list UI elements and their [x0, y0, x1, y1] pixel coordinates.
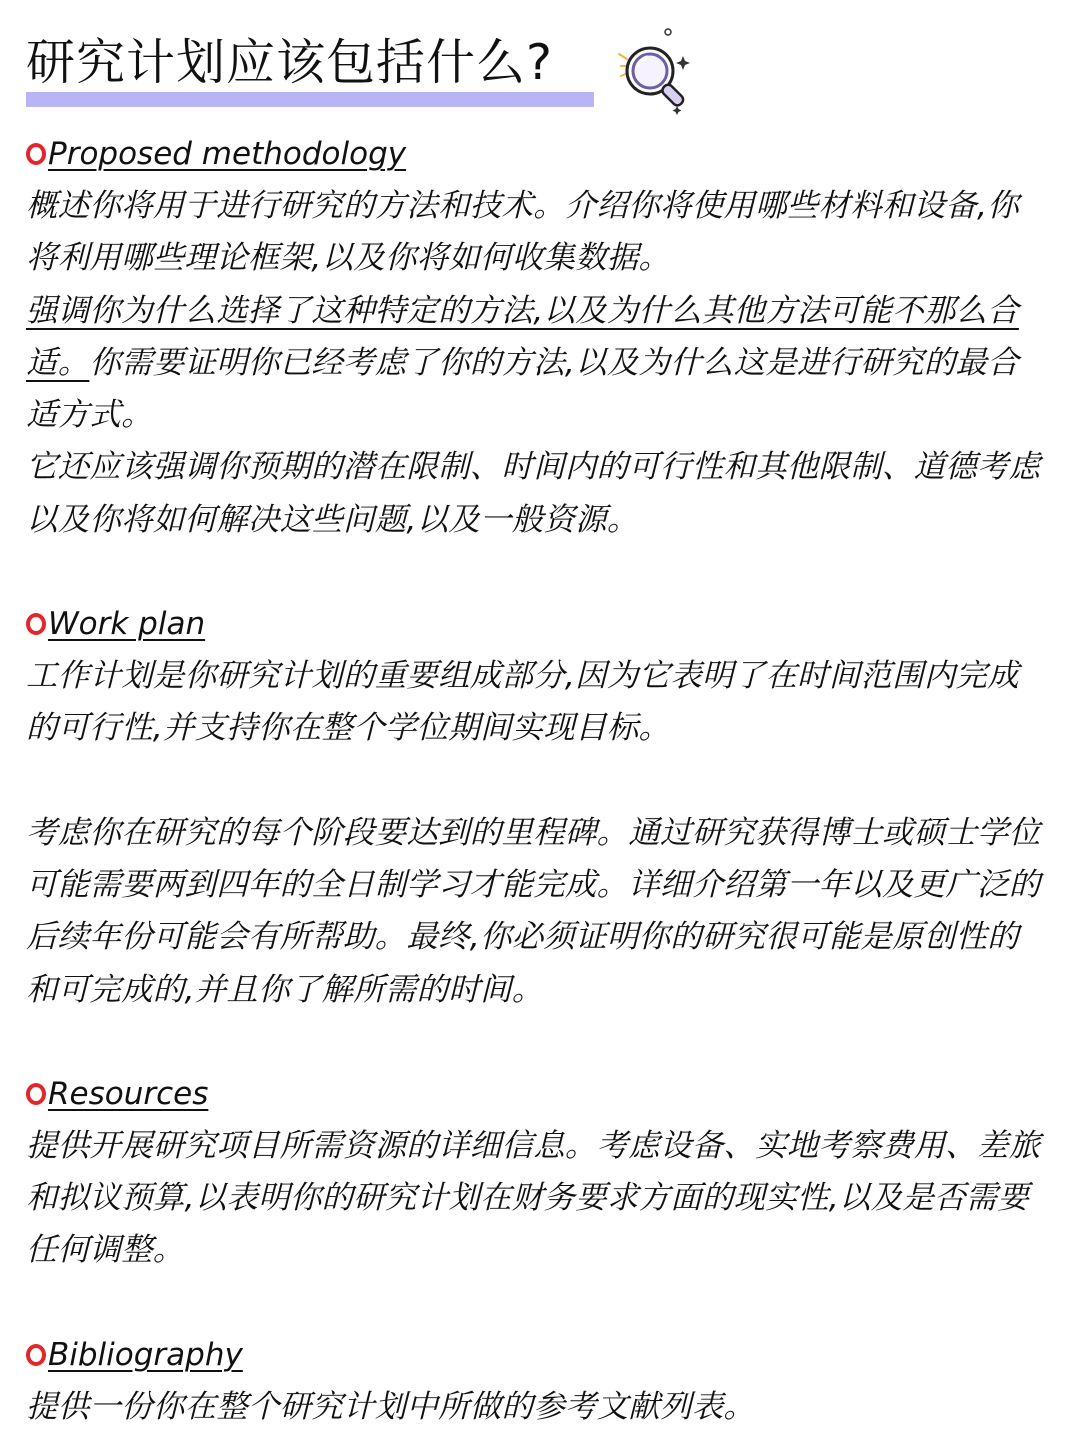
paragraph: 它还应该强调你预期的潜在限制、时间内的可行性和其他限制、道德考虑以及你将如何解决这些问题,以及一般资源。 [26, 449, 1041, 538]
paragraph: 考虑你在研究的每个阶段要达到的里程碑。通过研究获得博士或硕士学位可能需要两到四年的全日制学习才能完成。详细介绍第一年以及更广泛的后续年份可能会有所帮助。最终,你必须证明你的研究很可能是原创性的和可完成的,并且你了解所需的时间。 [26, 814, 1041, 1008]
heading-text: Work plan [48, 606, 206, 643]
section-heading [26, 1068, 1050, 1120]
section-proposed-methodology [26, 128, 1050, 546]
heading-text: Resources [48, 1075, 209, 1112]
section-heading [26, 1329, 1050, 1381]
red-circle-icon [26, 1083, 46, 1105]
underlined-text: 强调你为什么选择了这种特定的方法,以及为什么其他方法可能不那么合适。 [26, 292, 1019, 381]
section-heading [26, 128, 1050, 180]
section-heading [26, 598, 1050, 650]
paragraph: 工作计划是你研究计划的重要组成部分,因为它表明了在时间范围内完成的可行性,并支持你在整个学位期间实现目标。 [26, 658, 1019, 747]
paragraph: 提供开展研究项目所需资源的详细信息。考虑设备、实地考察费用、差旅和拟议预算,以表明你的研究计划在财务要求方面的现实性,以及是否需要任何调整。 [26, 1127, 1041, 1269]
content [26, 128, 1050, 1433]
paragraph [26, 285, 1050, 442]
section-work-plan [26, 598, 1050, 1016]
paragraph-text: 你需要证明你已经考虑了你的方法,以及为什么这是进行研究的最合适方式。 [26, 344, 1019, 434]
paragraph: 概述你将用于进行研究的方法和技术。介绍你将使用哪些材料和设备,你将利用哪些理论框架,以及你将如何收集数据。 [26, 188, 1019, 277]
section-bibliography [26, 1329, 1050, 1433]
section-resources [26, 1068, 1050, 1277]
red-circle-icon [26, 1344, 46, 1366]
red-circle-icon [26, 143, 46, 165]
heading-text: Proposed methodology [48, 136, 407, 172]
red-circle-icon [26, 613, 46, 635]
page-title: 研究计划应该包括什么? [26, 34, 554, 91]
magnifying-glass-icon [591, 26, 691, 116]
heading-text: Bibliography [48, 1336, 243, 1373]
title-block [26, 26, 726, 116]
paragraph: 提供一份你在整个研究计划中所做的参考文献列表。 [26, 1388, 756, 1425]
